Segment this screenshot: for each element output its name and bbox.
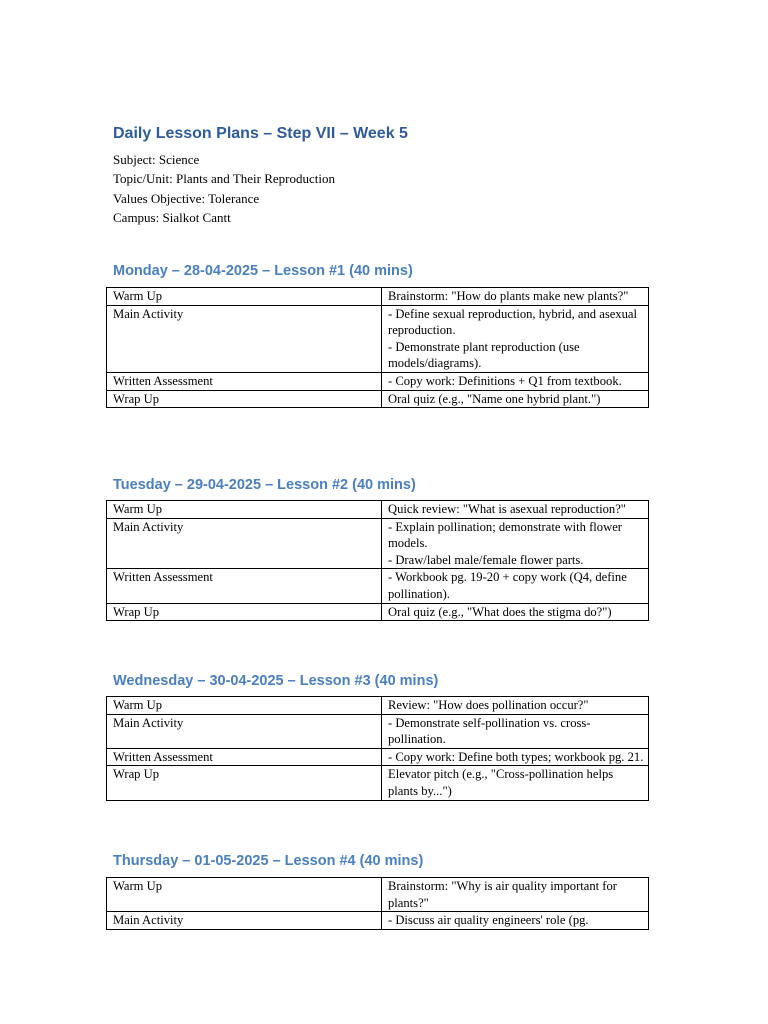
table-row bbox=[107, 569, 649, 603]
table-row bbox=[107, 878, 649, 912]
content-line: Brainstorm: "Why is air quality important for plants?" bbox=[388, 879, 617, 910]
row-content bbox=[382, 878, 649, 912]
row-content bbox=[382, 912, 649, 930]
table-row bbox=[107, 518, 649, 569]
table-row bbox=[107, 305, 649, 372]
lesson-table-wednesday bbox=[106, 696, 649, 801]
row-label: Main Activity bbox=[107, 714, 382, 748]
row-label: Wrap Up bbox=[107, 390, 382, 408]
row-label: Written Assessment bbox=[107, 748, 382, 766]
meta-values-objective: Values Objective: Tolerance bbox=[113, 190, 260, 206]
row-content bbox=[382, 603, 649, 621]
row-label: Warm Up bbox=[107, 878, 382, 912]
row-label: Main Activity bbox=[107, 518, 382, 569]
table-row bbox=[107, 390, 649, 408]
row-content bbox=[382, 748, 649, 766]
row-content bbox=[382, 766, 649, 800]
day-heading-monday: Monday – 28-04-2025 – Lesson #1 (40 mins) bbox=[113, 263, 413, 279]
row-content bbox=[382, 518, 649, 569]
content-line: - Workbook pg. 19-20 + copy work (Q4, define pollination). bbox=[388, 570, 627, 601]
content-line: Brainstorm: "How do plants make new plants?" bbox=[388, 289, 629, 303]
table-row bbox=[107, 372, 649, 390]
row-label: Warm Up bbox=[107, 501, 382, 519]
content-line: - Copy work: Define both types; workbook pg. 21. bbox=[388, 749, 644, 764]
row-content bbox=[382, 305, 649, 372]
table-row bbox=[107, 288, 649, 306]
row-label: Written Assessment bbox=[107, 372, 382, 390]
row-label: Warm Up bbox=[107, 697, 382, 715]
row-content bbox=[382, 390, 649, 408]
row-content bbox=[382, 697, 649, 715]
table-row bbox=[107, 501, 649, 519]
meta-topic: Topic/Unit: Plants and Their Reproduction bbox=[113, 171, 335, 187]
lesson-table-thursday bbox=[106, 877, 649, 930]
row-content bbox=[382, 569, 649, 603]
row-label: Warm Up bbox=[107, 288, 382, 306]
day-heading-wednesday: Wednesday – 30-04-2025 – Lesson #3 (40 mins) bbox=[113, 673, 439, 689]
table-row bbox=[107, 912, 649, 930]
table-row bbox=[107, 697, 649, 715]
row-content bbox=[382, 714, 649, 748]
day-heading-thursday: Thursday – 01-05-2025 – Lesson #4 (40 mins) bbox=[113, 853, 424, 869]
content-line: - Define sexual reproduction, hybrid, and asexual reproduction. bbox=[388, 306, 637, 338]
row-label: Wrap Up bbox=[107, 603, 382, 621]
row-content bbox=[382, 501, 649, 519]
row-label: Main Activity bbox=[107, 305, 382, 372]
content-line: - Copy work: Definitions + Q1 from textbook. bbox=[388, 373, 622, 388]
content-line: - Demonstrate self-pollination vs. cross-pollination. bbox=[388, 715, 591, 747]
content-line: - Explain pollination; demonstrate with flower models. bbox=[388, 519, 622, 551]
meta-subject: Subject: Science bbox=[113, 152, 200, 167]
table-row bbox=[107, 766, 649, 800]
lesson-table-monday bbox=[106, 287, 649, 408]
row-content bbox=[382, 372, 649, 390]
table-row bbox=[107, 714, 649, 748]
row-label: Main Activity bbox=[107, 912, 382, 930]
document-title: Daily Lesson Plans – Step VII – Week 5 bbox=[113, 125, 408, 142]
content-line: Oral quiz (e.g., "Name one hybrid plant.") bbox=[388, 391, 601, 406]
row-label: Written Assessment bbox=[107, 569, 382, 603]
row-content bbox=[382, 288, 649, 306]
day-heading-tuesday: Tuesday – 29-04-2025 – Lesson #2 (40 mins) bbox=[113, 477, 416, 493]
content-line: - Demonstrate plant reproduction (use models/diagrams). bbox=[388, 339, 580, 371]
content-line: - Discuss air quality engineers' role (pg. bbox=[388, 913, 589, 928]
meta-campus: Campus: Sialkot Cantt bbox=[113, 209, 231, 225]
content-line: Review: "How does pollination occur?" bbox=[388, 698, 589, 712]
content-line: Quick review: "What is asexual reproduction?" bbox=[388, 502, 626, 516]
lesson-table-tuesday bbox=[106, 500, 649, 621]
document-meta bbox=[113, 150, 335, 227]
table-row bbox=[107, 748, 649, 766]
content-line: - Draw/label male/female flower parts. bbox=[388, 552, 584, 567]
content-line: Elevator pitch (e.g., "Cross-pollination helps plants by...") bbox=[388, 767, 614, 798]
row-label: Wrap Up bbox=[107, 766, 382, 800]
content-line: Oral quiz (e.g., "What does the stigma do?") bbox=[388, 604, 612, 619]
table-row bbox=[107, 603, 649, 621]
